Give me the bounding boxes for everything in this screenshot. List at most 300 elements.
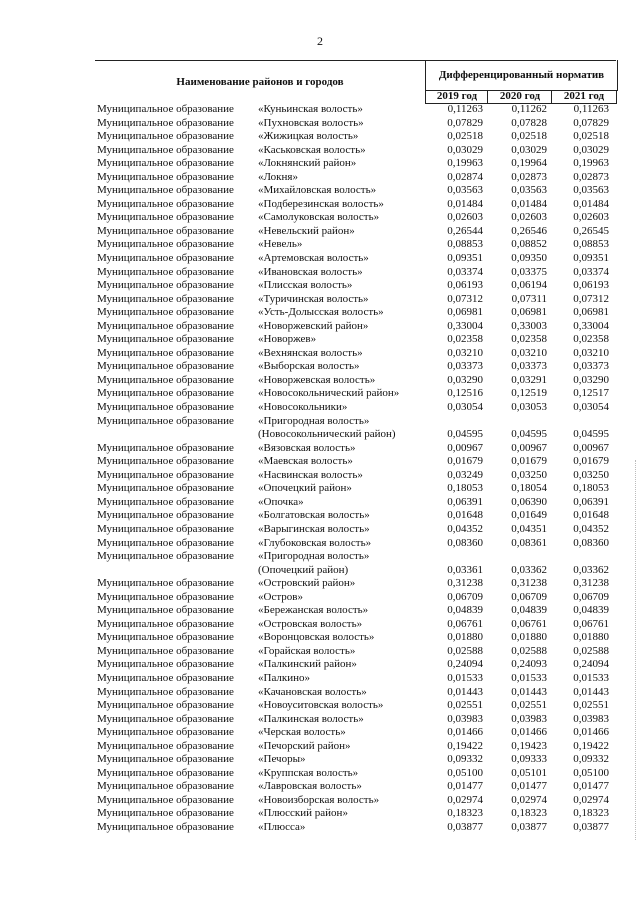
table-row: [95, 320, 616, 334]
row-value-2019: 0,03563: [447, 184, 483, 197]
row-value-2019: 0,19422: [447, 739, 483, 752]
row-entity-name: «Куньинская волость»: [258, 103, 363, 115]
row-entity-name: «Плюсский район»: [258, 807, 348, 820]
row-value-2019: 0,07312: [447, 292, 483, 305]
table-header: [95, 60, 616, 103]
row-value-2019: 0,03373: [447, 360, 483, 373]
row-value-2021: 0,04595: [573, 428, 609, 441]
row-entity-type: Муниципальное образование: [97, 658, 234, 671]
row-value-2020: 0,24093: [511, 658, 547, 671]
row-value-2020: 0,03250: [511, 468, 547, 481]
row-entity-type: Муниципальное образование: [97, 211, 234, 224]
table-row: [95, 238, 616, 252]
row-value-2019: 0,19963: [447, 157, 483, 170]
row-entity-type: Муниципальное образование: [97, 753, 234, 766]
table-row: [95, 401, 616, 415]
table-row: [95, 564, 616, 578]
row-entity-type: Муниципальное образование: [97, 780, 234, 793]
row-entity-name: «Новосокольнический район»: [258, 387, 400, 400]
row-value-2021: 0,01477: [573, 780, 609, 793]
row-value-2019: 0,26544: [447, 224, 483, 237]
row-value-2020: 0,07311: [511, 292, 547, 305]
row-value-2020: 0,02551: [511, 699, 547, 712]
row-entity-name: «Ивановская волость»: [258, 265, 363, 278]
row-entity-name: «Локнянский район»: [258, 157, 357, 170]
table-row: [95, 374, 616, 388]
row-entity-name: «Варыгинская волость»: [258, 522, 370, 535]
row-entity-name: «Новоржев»: [258, 333, 317, 346]
row-entity-name: «Насвинская волость»: [258, 468, 363, 481]
row-entity-name: «Бережанская волость»: [258, 604, 369, 617]
row-entity-type: Муниципальное образование: [97, 197, 234, 210]
row-value-2021: 0,08853: [573, 238, 609, 251]
row-entity-name: (Новосокольнический район): [258, 428, 396, 441]
row-value-2020: 0,18054: [511, 482, 547, 495]
row-entity-type: Муниципальное образование: [97, 604, 234, 617]
row-entity-type: Муниципальное образование: [97, 387, 234, 400]
header-normative-group: Дифференцированный норматив: [425, 60, 618, 91]
table-row: [95, 198, 616, 212]
row-value-2020: 0,18323: [511, 807, 547, 820]
row-value-2021: 0,03374: [573, 265, 609, 278]
row-value-2020: 0,03029: [511, 143, 547, 156]
row-value-2019: 0,02551: [447, 699, 483, 712]
table-row: [95, 279, 616, 293]
row-entity-type: Муниципальное образование: [97, 766, 234, 779]
row-value-2020: 0,12519: [511, 387, 547, 400]
row-value-2019: 0,01533: [447, 671, 483, 684]
row-value-2021: 0,03250: [573, 468, 609, 481]
row-entity-type: Муниципальное образование: [97, 373, 234, 386]
row-value-2019: 0,02358: [447, 333, 483, 346]
row-value-2019: 0,05100: [447, 766, 483, 779]
row-value-2020: 0,03362: [511, 563, 547, 576]
row-value-2020: 0,02873: [511, 170, 547, 183]
row-value-2020: 0,03373: [511, 360, 547, 373]
table-row: [95, 103, 616, 117]
table-row: [95, 225, 616, 239]
table-row: [95, 442, 616, 456]
row-value-2021: 0,03877: [573, 820, 609, 833]
row-value-2019: 0,04352: [447, 522, 483, 535]
row-value-2020: 0,33003: [511, 319, 547, 332]
row-entity-name: «Горайская волость»: [258, 644, 356, 657]
row-entity-type: Муниципальное образование: [97, 184, 234, 197]
header-year-2020: 2020 год: [487, 90, 552, 104]
row-value-2019: 0,01466: [447, 726, 483, 739]
row-entity-type: Муниципальное образование: [97, 644, 234, 657]
row-value-2021: 0,06193: [573, 279, 609, 292]
row-value-2021: 0,05100: [573, 766, 609, 779]
row-value-2020: 0,01649: [511, 509, 547, 522]
row-value-2021: 0,03373: [573, 360, 609, 373]
row-value-2020: 0,09350: [511, 252, 547, 265]
row-value-2019: 0,18053: [447, 482, 483, 495]
row-value-2019: 0,08853: [447, 238, 483, 251]
row-value-2021: 0,03029: [573, 143, 609, 156]
row-value-2021: 0,02873: [573, 170, 609, 183]
row-value-2020: 0,05101: [511, 766, 547, 779]
row-entity-type: Муниципальное образование: [97, 550, 234, 563]
row-entity-name: «Пухновская волость»: [258, 116, 364, 129]
scan-edge-mark: [634, 460, 636, 840]
row-value-2021: 0,02588: [573, 644, 609, 657]
row-entity-name: «Невельский район»: [258, 224, 355, 237]
row-entity-type: Муниципальное образование: [97, 793, 234, 806]
row-value-2019: 0,01484: [447, 197, 483, 210]
row-value-2021: 0,02974: [573, 793, 609, 806]
row-value-2020: 0,06709: [511, 590, 547, 603]
table-row: [95, 523, 616, 537]
row-entity-name: «Невель»: [258, 238, 303, 251]
row-value-2021: 0,01533: [573, 671, 609, 684]
row-entity-type: Муниципальное образование: [97, 685, 234, 698]
row-entity-type: Муниципальное образование: [97, 333, 234, 346]
row-value-2019: 0,18323: [447, 807, 483, 820]
table-row: [95, 753, 616, 767]
table-row: [95, 699, 616, 713]
row-value-2019: 0,06761: [447, 617, 483, 630]
row-value-2020: 0,01477: [511, 780, 547, 793]
row-value-2019: 0,09351: [447, 252, 483, 265]
row-value-2020: 0,03053: [511, 401, 547, 414]
row-value-2020: 0,08852: [511, 238, 547, 251]
row-entity-name: «Островский район»: [258, 577, 356, 590]
row-value-2020: 0,02358: [511, 333, 547, 346]
row-value-2020: 0,19423: [511, 739, 547, 752]
row-value-2020: 0,03877: [511, 820, 547, 833]
row-entity-type: Муниципальное образование: [97, 590, 234, 603]
header-name-column: Наименование районов и городов: [176, 75, 344, 88]
row-value-2021: 0,03563: [573, 184, 609, 197]
row-entity-name: «Самолуковская волость»: [258, 211, 380, 224]
row-value-2019: 0,06193: [447, 279, 483, 292]
table-row: [95, 726, 616, 740]
row-entity-name: «Артемовская волость»: [258, 252, 369, 265]
row-value-2021: 0,03290: [573, 373, 609, 386]
row-entity-name: «Подберезинская волость»: [258, 197, 384, 210]
table-row: [95, 144, 616, 158]
table-row: [95, 496, 616, 510]
row-value-2019: 0,03877: [447, 820, 483, 833]
row-entity-type: Муниципальное образование: [97, 739, 234, 752]
row-value-2019: 0,03249: [447, 468, 483, 481]
row-entity-name: «Вязовская волость»: [258, 441, 356, 454]
row-entity-type: Муниципальное образование: [97, 699, 234, 712]
row-value-2019: 0,04839: [447, 604, 483, 617]
row-value-2019: 0,11263: [447, 103, 483, 115]
row-entity-type: Муниципальное образование: [97, 820, 234, 833]
row-entity-name: «Маевская волость»: [258, 455, 353, 468]
row-entity-name: «Выборская волость»: [258, 360, 360, 373]
table-row: [95, 306, 616, 320]
row-value-2019: 0,03983: [447, 712, 483, 725]
row-value-2019: 0,33004: [447, 319, 483, 332]
row-value-2021: 0,06709: [573, 590, 609, 603]
row-entity-name: «Вехнянская волость»: [258, 346, 363, 359]
row-value-2020: 0,01679: [511, 455, 547, 468]
table-row: [95, 794, 616, 808]
table-row: [95, 171, 616, 185]
row-value-2020: 0,06390: [511, 495, 547, 508]
table-row: [95, 482, 616, 496]
row-entity-type: Муниципальное образование: [97, 265, 234, 278]
table-row: [95, 509, 616, 523]
row-value-2020: 0,03210: [511, 346, 547, 359]
table-row: [95, 577, 616, 591]
row-value-2019: 0,07829: [447, 116, 483, 129]
table-row: [95, 252, 616, 266]
row-entity-name: «Лавровская волость»: [258, 780, 362, 793]
row-value-2019: 0,01648: [447, 509, 483, 522]
row-entity-name: «Опочка»: [258, 495, 304, 508]
row-entity-type: Муниципальное образование: [97, 522, 234, 535]
row-value-2020: 0,02518: [511, 130, 547, 143]
table-row: [95, 455, 616, 469]
row-value-2021: 0,07312: [573, 292, 609, 305]
row-entity-type: Муниципальное образование: [97, 157, 234, 170]
row-entity-name: «Пригородная волость»: [258, 414, 370, 427]
row-entity-type: Муниципальное образование: [97, 292, 234, 305]
row-entity-name: «Палкинский район»: [258, 658, 357, 671]
row-value-2020: 0,01466: [511, 726, 547, 739]
row-value-2021: 0,04839: [573, 604, 609, 617]
row-value-2020: 0,06761: [511, 617, 547, 630]
table-row: [95, 821, 616, 835]
row-entity-type: Муниципальное образование: [97, 319, 234, 332]
row-entity-type: Муниципальное образование: [97, 509, 234, 522]
row-value-2020: 0,09333: [511, 753, 547, 766]
row-value-2020: 0,01880: [511, 631, 547, 644]
row-value-2020: 0,03291: [511, 373, 547, 386]
row-value-2021: 0,01880: [573, 631, 609, 644]
row-value-2019: 0,03029: [447, 143, 483, 156]
row-value-2021: 0,19963: [573, 157, 609, 170]
row-value-2021: 0,03983: [573, 712, 609, 725]
row-value-2021: 0,01443: [573, 685, 609, 698]
row-entity-type: Муниципальное образование: [97, 238, 234, 251]
row-value-2020: 0,01484: [511, 197, 547, 210]
row-value-2021: 0,01679: [573, 455, 609, 468]
header-year-2021: 2021 год: [551, 90, 617, 104]
row-value-2020: 0,03983: [511, 712, 547, 725]
row-value-2021: 0,02551: [573, 699, 609, 712]
row-value-2020: 0,07828: [511, 116, 547, 129]
row-entity-type: Муниципальное образование: [97, 252, 234, 265]
row-entity-type: Муниципальное образование: [97, 116, 234, 129]
row-value-2019: 0,03374: [447, 265, 483, 278]
row-entity-type: Муниципальное образование: [97, 103, 234, 115]
row-entity-name: «Островская волость»: [258, 617, 363, 630]
row-value-2019: 0,01443: [447, 685, 483, 698]
table-row: [95, 387, 616, 401]
row-value-2021: 0,03210: [573, 346, 609, 359]
row-value-2019: 0,02603: [447, 211, 483, 224]
row-entity-name: «Круппская волость»: [258, 766, 359, 779]
row-value-2020: 0,02588: [511, 644, 547, 657]
row-value-2021: 0,04352: [573, 522, 609, 535]
row-entity-name: «Новоржевский район»: [258, 319, 369, 332]
row-entity-type: Муниципальное образование: [97, 482, 234, 495]
row-value-2021: 0,33004: [573, 319, 609, 332]
row-value-2019: 0,12516: [447, 387, 483, 400]
row-entity-name: «Новосокольники»: [258, 401, 348, 414]
row-value-2019: 0,06981: [447, 306, 483, 319]
table-row: [95, 780, 616, 794]
row-value-2020: 0,06981: [511, 306, 547, 319]
row-entity-name: «Новоуситовская волость»: [258, 699, 384, 712]
table-row: [95, 591, 616, 605]
row-value-2021: 0,03362: [573, 563, 609, 576]
table-row: [95, 672, 616, 686]
row-entity-name: «Усть-Долысская волость»: [258, 306, 384, 319]
row-value-2020: 0,06194: [511, 279, 547, 292]
row-entity-type: Муниципальное образование: [97, 495, 234, 508]
row-value-2019: 0,00967: [447, 441, 483, 454]
row-entity-type: Муниципальное образование: [97, 617, 234, 630]
row-value-2021: 0,09351: [573, 252, 609, 265]
row-value-2019: 0,02874: [447, 170, 483, 183]
row-entity-name: «Жижицкая волость»: [258, 130, 359, 143]
row-value-2021: 0,02358: [573, 333, 609, 346]
row-value-2019: 0,03210: [447, 346, 483, 359]
table-row: [95, 618, 616, 632]
row-value-2021: 0,03054: [573, 401, 609, 414]
row-value-2021: 0,19422: [573, 739, 609, 752]
row-entity-name: «Новоизборская волость»: [258, 793, 380, 806]
row-value-2021: 0,02603: [573, 211, 609, 224]
row-value-2021: 0,26545: [573, 224, 609, 237]
row-entity-type: Муниципальное образование: [97, 441, 234, 454]
row-value-2021: 0,01466: [573, 726, 609, 739]
row-value-2021: 0,11263: [573, 103, 609, 115]
row-value-2021: 0,01648: [573, 509, 609, 522]
row-value-2021: 0,06391: [573, 495, 609, 508]
table-row: [95, 550, 616, 564]
row-entity-name: «Пригородная волость»: [258, 550, 370, 563]
row-value-2021: 0,09332: [573, 753, 609, 766]
row-entity-name: «Плюсса»: [258, 820, 306, 833]
header-year-2019: 2019 год: [425, 90, 488, 104]
row-entity-name: «Опочецкий район»: [258, 482, 352, 495]
table-row: [95, 157, 616, 171]
row-entity-name: «Качановская волость»: [258, 685, 367, 698]
row-entity-name: «Плисская волость»: [258, 279, 353, 292]
row-value-2019: 0,06709: [447, 590, 483, 603]
row-entity-name: «Новоржевская волость»: [258, 373, 376, 386]
row-entity-type: Муниципальное образование: [97, 130, 234, 143]
table-row: [95, 130, 616, 144]
row-value-2020: 0,04839: [511, 604, 547, 617]
row-entity-name: «Болгатовская волость»: [258, 509, 370, 522]
row-value-2021: 0,24094: [573, 658, 609, 671]
table-row: [95, 117, 616, 131]
row-value-2020: 0,03375: [511, 265, 547, 278]
row-entity-type: Муниципальное образование: [97, 414, 234, 427]
row-entity-type: Муниципальное образование: [97, 279, 234, 292]
row-value-2020: 0,31238: [511, 577, 547, 590]
row-value-2021: 0,00967: [573, 441, 609, 454]
row-entity-type: Муниципальное образование: [97, 726, 234, 739]
table-row: [95, 713, 616, 727]
row-entity-name: «Палкино»: [258, 671, 311, 684]
row-entity-type: Муниципальное образование: [97, 143, 234, 156]
row-value-2020: 0,04595: [511, 428, 547, 441]
table-row: [95, 631, 616, 645]
row-value-2020: 0,02603: [511, 211, 547, 224]
table-row: [95, 604, 616, 618]
row-entity-name: «Палкинская волость»: [258, 712, 364, 725]
table-row: [95, 293, 616, 307]
row-value-2020: 0,03563: [511, 184, 547, 197]
row-entity-type: Муниципальное образование: [97, 401, 234, 414]
row-entity-name: «Остров»: [258, 590, 303, 603]
row-value-2019: 0,04595: [447, 428, 483, 441]
row-entity-name: «Печорский район»: [258, 739, 351, 752]
row-entity-type: Муниципальное образование: [97, 170, 234, 183]
table-row: [95, 469, 616, 483]
row-entity-name: «Глубоковская волость»: [258, 536, 372, 549]
table-row: [95, 266, 616, 280]
row-value-2021: 0,02518: [573, 130, 609, 143]
row-value-2019: 0,01679: [447, 455, 483, 468]
table-body: [95, 103, 616, 835]
row-entity-type: Муниципальное образование: [97, 224, 234, 237]
table-row: [95, 807, 616, 821]
row-entity-type: Муниципальное образование: [97, 631, 234, 644]
row-value-2021: 0,06981: [573, 306, 609, 319]
table-row: [95, 658, 616, 672]
row-value-2021: 0,12517: [573, 387, 609, 400]
row-entity-type: Муниципальное образование: [97, 807, 234, 820]
row-entity-type: Муниципальное образование: [97, 346, 234, 359]
table-row: [95, 211, 616, 225]
table-row: [95, 347, 616, 361]
row-value-2020: 0,01533: [511, 671, 547, 684]
table-row: [95, 415, 616, 429]
row-value-2019: 0,24094: [447, 658, 483, 671]
row-entity-type: Муниципальное образование: [97, 360, 234, 373]
row-entity-type: Муниципальное образование: [97, 671, 234, 684]
row-entity-name: (Опочецкий район): [258, 563, 349, 576]
table-row: [95, 740, 616, 754]
row-value-2019: 0,06391: [447, 495, 483, 508]
table-row: [95, 184, 616, 198]
table-row: [95, 686, 616, 700]
table-row: [95, 428, 616, 442]
row-value-2021: 0,07829: [573, 116, 609, 129]
row-value-2021: 0,18053: [573, 482, 609, 495]
row-value-2020: 0,04351: [511, 522, 547, 535]
row-value-2019: 0,09332: [447, 753, 483, 766]
row-value-2020: 0,00967: [511, 441, 547, 454]
row-entity-name: «Каськовская волость»: [258, 143, 366, 156]
row-entity-type: Муниципальное образование: [97, 306, 234, 319]
row-value-2020: 0,11262: [511, 103, 547, 115]
row-value-2019: 0,03054: [447, 401, 483, 414]
row-value-2019: 0,08360: [447, 536, 483, 549]
row-value-2021: 0,18323: [573, 807, 609, 820]
row-value-2019: 0,03361: [447, 563, 483, 576]
row-value-2020: 0,19964: [511, 157, 547, 170]
table-row: [95, 767, 616, 781]
row-entity-name: «Туричинская волость»: [258, 292, 369, 305]
table-row: [95, 360, 616, 374]
row-entity-name: «Воронцовская волость»: [258, 631, 375, 644]
row-entity-type: Муниципальное образование: [97, 455, 234, 468]
row-value-2021: 0,01484: [573, 197, 609, 210]
row-entity-type: Муниципальное образование: [97, 468, 234, 481]
